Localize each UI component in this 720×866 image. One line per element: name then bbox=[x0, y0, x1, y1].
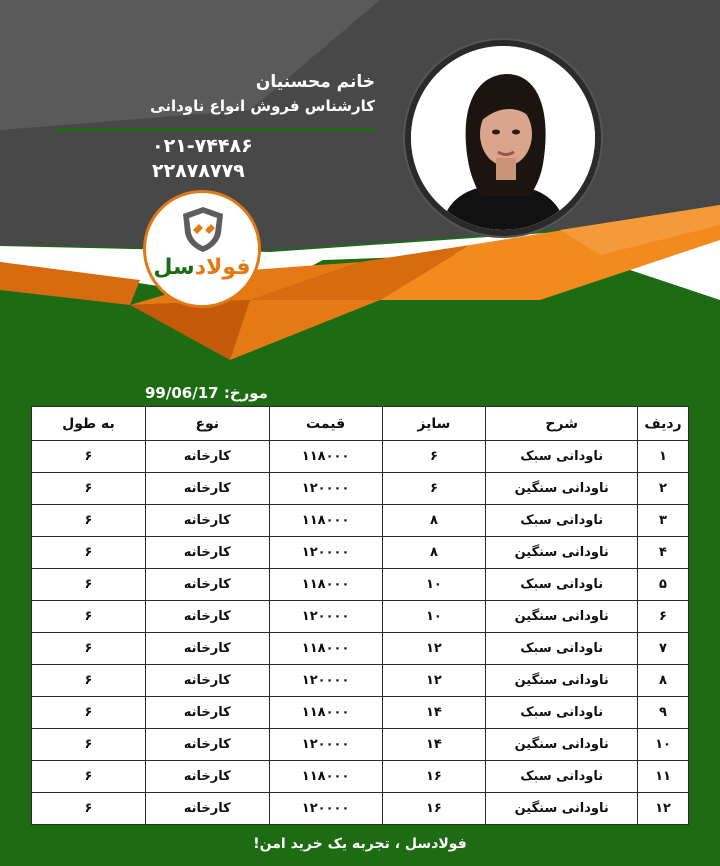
price-table bbox=[31, 406, 689, 825]
header-length: به طول bbox=[32, 407, 146, 441]
cell-sharh: ناودانی سبک bbox=[486, 569, 638, 601]
cell-price: ۱۲۰۰۰۰ bbox=[269, 537, 382, 569]
cell-radif: ۱۲ bbox=[638, 793, 689, 825]
logo-wordmark bbox=[146, 255, 258, 280]
cell-length: ۶ bbox=[32, 633, 146, 665]
table-row bbox=[32, 505, 689, 537]
cell-sharh: ناودانی سنگین bbox=[486, 537, 638, 569]
cell-price: ۱۱۸۰۰۰ bbox=[269, 697, 382, 729]
person-name: خانم محسنیان bbox=[255, 72, 375, 92]
cell-price: ۱۲۰۰۰۰ bbox=[269, 665, 382, 697]
cell-length: ۶ bbox=[32, 505, 146, 537]
cell-radif: ۷ bbox=[638, 633, 689, 665]
cell-length: ۶ bbox=[32, 441, 146, 473]
title-block bbox=[150, 70, 375, 118]
header-sharh: شرح bbox=[486, 407, 638, 441]
person-portrait-icon bbox=[411, 46, 595, 230]
cell-radif: ۵ bbox=[638, 569, 689, 601]
job-title: کارشناس فروش انواع ناودانی bbox=[150, 97, 375, 115]
table-row bbox=[32, 729, 689, 761]
cell-type: کارخانه bbox=[145, 761, 269, 793]
cell-length: ۶ bbox=[32, 761, 146, 793]
cell-length: ۶ bbox=[32, 665, 146, 697]
cell-size: ۸ bbox=[382, 505, 486, 537]
table-row bbox=[32, 569, 689, 601]
cell-size: ۶ bbox=[382, 473, 486, 505]
header-banner bbox=[0, 0, 720, 400]
price-date: مورخ: 99/06/17 bbox=[145, 384, 268, 402]
cell-type: کارخانه bbox=[145, 633, 269, 665]
header-price: قیمت bbox=[269, 407, 382, 441]
cell-sharh: ناودانی سبک bbox=[486, 697, 638, 729]
cell-type: کارخانه bbox=[145, 441, 269, 473]
cell-price: ۱۱۸۰۰۰ bbox=[269, 569, 382, 601]
cell-radif: ۶ bbox=[638, 601, 689, 633]
cell-radif: ۲ bbox=[638, 473, 689, 505]
table-row bbox=[32, 633, 689, 665]
cell-radif: ۹ bbox=[638, 697, 689, 729]
phone-number-2[interactable]: ۲۲۸۷۸۷۷۹ bbox=[152, 160, 245, 182]
cell-sharh: ناودانی سنگین bbox=[486, 601, 638, 633]
cell-price: ۱۱۸۰۰۰ bbox=[269, 761, 382, 793]
cell-price: ۱۲۰۰۰۰ bbox=[269, 601, 382, 633]
cell-price: ۱۲۰۰۰۰ bbox=[269, 793, 382, 825]
cell-sharh: ناودانی سنگین bbox=[486, 665, 638, 697]
cell-size: ۱۰ bbox=[382, 569, 486, 601]
cell-type: کارخانه bbox=[145, 473, 269, 505]
cell-size: ۱۶ bbox=[382, 793, 486, 825]
footer-slogan: فولادسل ، تجربه یک خرید امن! bbox=[253, 836, 467, 852]
table-row bbox=[32, 473, 689, 505]
cell-price: ۱۲۰۰۰۰ bbox=[269, 473, 382, 505]
cell-sharh: ناودانی سبک bbox=[486, 761, 638, 793]
cell-length: ۶ bbox=[32, 601, 146, 633]
header-size: سایز bbox=[382, 407, 486, 441]
cell-size: ۱۴ bbox=[382, 729, 486, 761]
header-type: نوع bbox=[145, 407, 269, 441]
cell-radif: ۱ bbox=[638, 441, 689, 473]
table-row bbox=[32, 601, 689, 633]
shield-icon bbox=[179, 205, 227, 253]
phone-number-1[interactable]: ۰۲۱-۷۴۴۸۶ bbox=[152, 135, 253, 157]
cell-radif: ۱۰ bbox=[638, 729, 689, 761]
cell-sharh: ناودانی سبک bbox=[486, 505, 638, 537]
cell-radif: ۸ bbox=[638, 665, 689, 697]
cell-size: ۱۰ bbox=[382, 601, 486, 633]
cell-radif: ۴ bbox=[638, 537, 689, 569]
cell-length: ۶ bbox=[32, 793, 146, 825]
cell-length: ۶ bbox=[32, 697, 146, 729]
cell-sharh: ناودانی سنگین bbox=[486, 793, 638, 825]
cell-radif: ۳ bbox=[638, 505, 689, 537]
cell-size: ۱۲ bbox=[382, 633, 486, 665]
cell-radif: ۱۱ bbox=[638, 761, 689, 793]
cell-type: کارخانه bbox=[145, 665, 269, 697]
cell-price: ۱۱۸۰۰۰ bbox=[269, 505, 382, 537]
cell-type: کارخانه bbox=[145, 729, 269, 761]
cell-type: کارخانه bbox=[145, 601, 269, 633]
cell-price: ۱۱۸۰۰۰ bbox=[269, 441, 382, 473]
header-radif: ردیف bbox=[638, 407, 689, 441]
cell-size: ۱۶ bbox=[382, 761, 486, 793]
logo-text-sel: سل bbox=[153, 255, 195, 280]
cell-price: ۱۱۸۰۰۰ bbox=[269, 633, 382, 665]
table-row bbox=[32, 441, 689, 473]
table-row bbox=[32, 697, 689, 729]
cell-type: کارخانه bbox=[145, 793, 269, 825]
cell-price: ۱۲۰۰۰۰ bbox=[269, 729, 382, 761]
table-row bbox=[32, 537, 689, 569]
cell-size: ۶ bbox=[382, 441, 486, 473]
fooladsel-logo bbox=[143, 190, 261, 308]
table-header-row bbox=[32, 407, 689, 441]
cell-length: ۶ bbox=[32, 569, 146, 601]
banner-background bbox=[0, 0, 720, 400]
cell-type: کارخانه bbox=[145, 537, 269, 569]
profile-photo bbox=[405, 40, 601, 236]
table-row bbox=[32, 665, 689, 697]
cell-size: ۱۲ bbox=[382, 665, 486, 697]
green-divider bbox=[55, 128, 375, 131]
cell-length: ۶ bbox=[32, 537, 146, 569]
logo-text-foolad: فولاد bbox=[194, 255, 251, 280]
table-row bbox=[32, 793, 689, 825]
cell-type: کارخانه bbox=[145, 505, 269, 537]
cell-sharh: ناودانی سنگین bbox=[486, 473, 638, 505]
cell-sharh: ناودانی سبک bbox=[486, 633, 638, 665]
cell-type: کارخانه bbox=[145, 697, 269, 729]
cell-length: ۶ bbox=[32, 473, 146, 505]
cell-length: ۶ bbox=[32, 729, 146, 761]
cell-type: کارخانه bbox=[145, 569, 269, 601]
cell-size: ۱۴ bbox=[382, 697, 486, 729]
cell-sharh: ناودانی سنگین bbox=[486, 729, 638, 761]
cell-sharh: ناودانی سبک bbox=[486, 441, 638, 473]
cell-size: ۸ bbox=[382, 537, 486, 569]
table-row bbox=[32, 761, 689, 793]
